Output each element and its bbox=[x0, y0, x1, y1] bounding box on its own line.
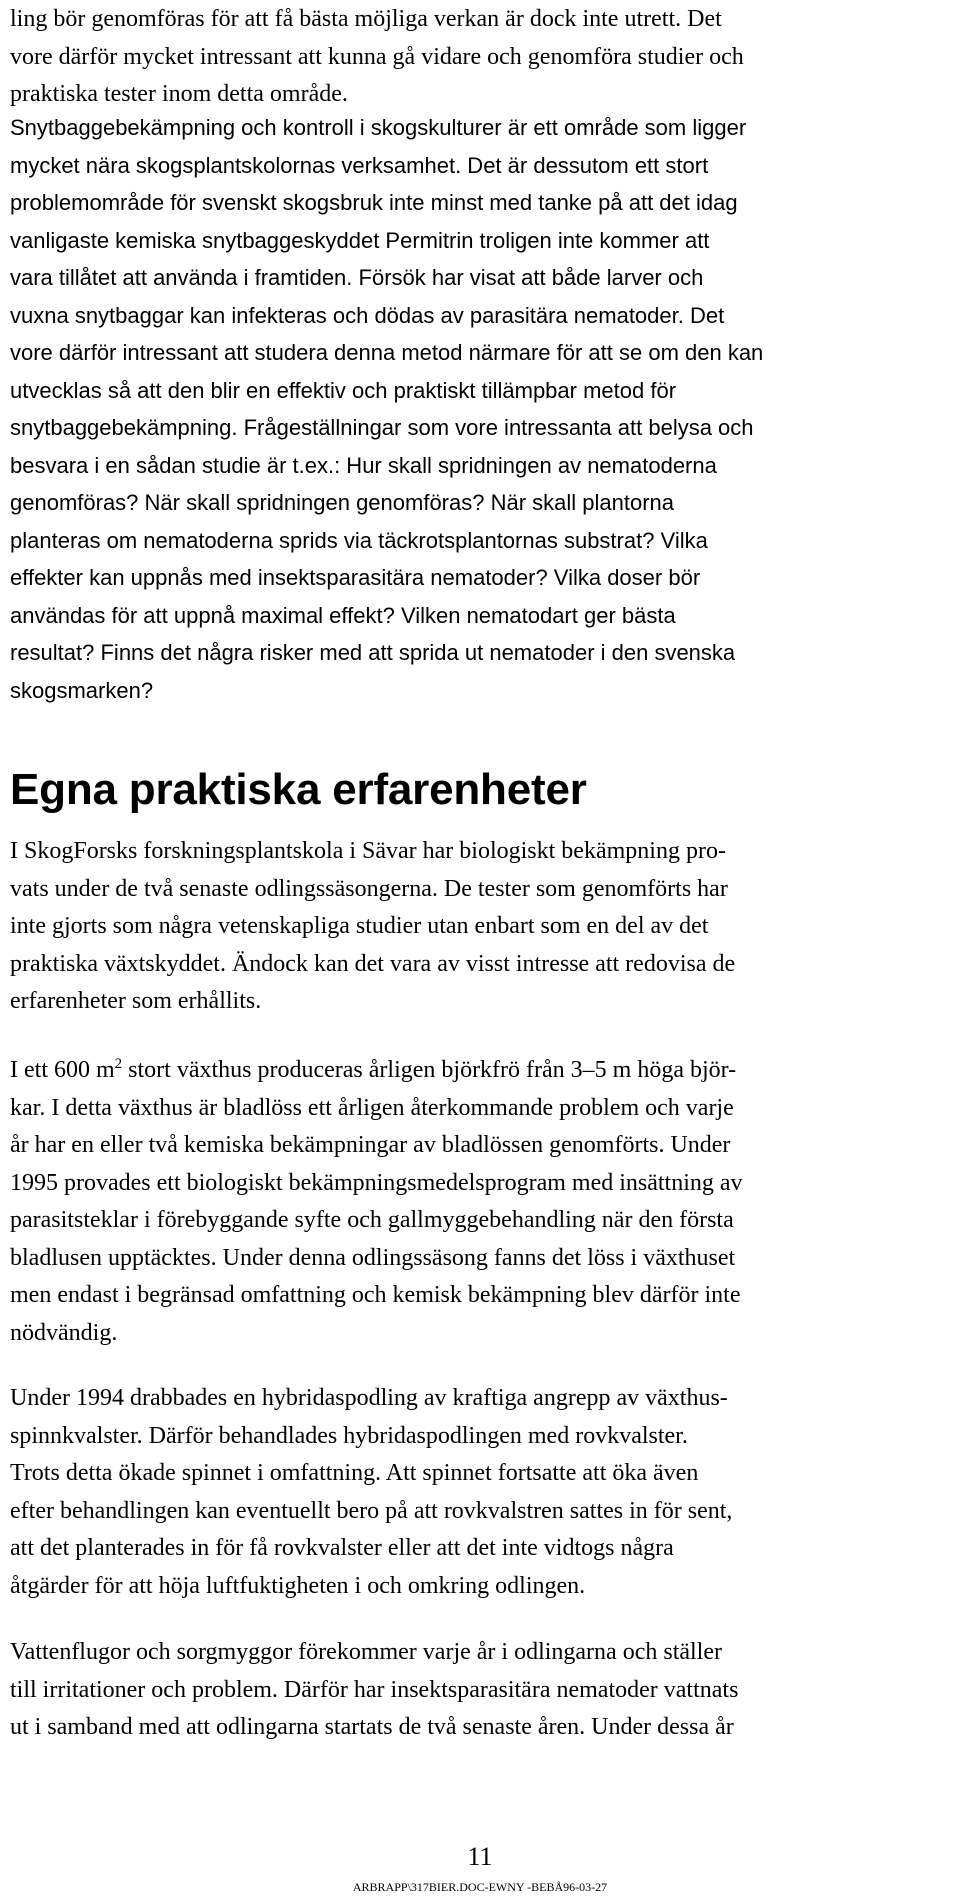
paragraph-line: problemområde för svenskt skogsbruk inte minst med tanke på att det idag bbox=[10, 190, 738, 215]
document-code: ARBRAPP\317BIER.DOC-EWNY -BEBÅ96-03-27 bbox=[352, 1880, 608, 1894]
paragraph-line: inte gjorts som några vetenskapliga studier utan enbart som en del av det bbox=[10, 913, 709, 939]
paragraph-line: praktiska tester inom detta område. bbox=[10, 81, 348, 107]
paragraph-line: praktiska växtskyddet. Ändock kan det vara av visst intresse att redovisa de bbox=[10, 950, 736, 977]
section-heading: Egna praktiska erfarenheter bbox=[10, 765, 587, 814]
paragraph-line: mycket nära skogsplantskolornas verksamhet. Det är dessutom ett stort bbox=[10, 152, 709, 178]
paragraph-line: efter behandlingen kan eventuellt bero på att rovkvalstren sattes in för sent, bbox=[10, 1497, 733, 1524]
paragraph-line: användas för att uppnå maximal effekt? Vilken nematodart ger bästa bbox=[10, 602, 676, 628]
paragraph-line: I SkogForsks forskningsplantskola i Sävar har biologiskt bekämpning pro- bbox=[10, 838, 726, 864]
paragraph-line: erfarenheter som erhållits. bbox=[10, 988, 262, 1014]
vaxthus-paragraph bbox=[10, 1052, 743, 1352]
paragraph-line: ut i samband med att odlingarna startats de två senaste åren. Under dessa år bbox=[10, 1714, 734, 1740]
paragraph-line: resultat? Finns det några risker med att sprida ut nematoder i den svenska bbox=[10, 640, 736, 665]
paragraph-line-with-superscript bbox=[10, 1052, 743, 1090]
paragraph-line: Trots detta ökade spinnet i omfattning. Att spinnet fortsatte att öka även bbox=[10, 1460, 699, 1486]
paragraph-line: genomföras? När skall spridningen genomföras? När skall plantorna bbox=[10, 490, 675, 515]
paragraph-line: kar. I detta växthus är bladlöss ett årligen återkommande problem och varje bbox=[10, 1094, 734, 1121]
paragraph-line: men endast i begränsad omfattning och kemisk bekämpning blev därför inte bbox=[10, 1282, 741, 1308]
paragraph-line: vats under de två senaste odlingssäsongerna. De tester som genomförts har bbox=[10, 875, 728, 902]
paragraph-line: vanligaste kemiska snytbaggeskyddet Permitrin troligen inte kommer att bbox=[10, 227, 710, 253]
paragraph-line: nödvändig. bbox=[10, 1319, 118, 1346]
paragraph-line: planteras om nematoderna sprids via täckrotsplantornas substrat? Vilka bbox=[10, 527, 708, 553]
paragraph-line: vore därför mycket intressant att kunna gå vidare och genomföra studier och bbox=[10, 43, 744, 70]
paragraph-line: Vattenflugor och sorgmyggor förekommer varje år i odlingarna och ställer bbox=[10, 1639, 722, 1665]
line-text: I ett 600 m bbox=[10, 1057, 115, 1083]
paragraph-line: år har en eller två kemiska bekämpningar av bladlössen genomförts. Under bbox=[10, 1132, 731, 1158]
paragraph-line: besvara i en sådan studie är t.ex.: Hur skall spridningen av nematoderna bbox=[10, 452, 717, 478]
line-text: stort växthus produceras årligen björkfrö från 3–5 m höga björ- bbox=[122, 1057, 737, 1083]
paragraph-line: snytbaggebekämpning. Frågeställningar som vore intressanta att belysa och bbox=[10, 415, 754, 440]
paragraph-line: utvecklas så att den blir en effektiv och praktiskt tillämpbar metod för bbox=[10, 377, 677, 403]
snytbagge-paragraph bbox=[10, 109, 763, 709]
paragraph-line: bladlusen upptäcktes. Under denna odlingssäsong fanns det löss i växthuset bbox=[10, 1244, 736, 1271]
paragraph-line: parasitsteklar i förebyggande syfte och gallmyggebehandling när den första bbox=[10, 1207, 734, 1233]
paragraph-line: vuxna snytbaggar kan infekteras och dödas av parasitära nematoder. Det bbox=[10, 302, 725, 328]
spinnkvalster-paragraph bbox=[10, 1380, 732, 1605]
paragraph-line: Snytbaggebekämpning och kontroll i skogskulturer är ett område som ligger bbox=[10, 115, 747, 140]
paragraph-line: spinnkvalster. Därför behandlades hybridaspodlingen med rovkvalster. bbox=[10, 1422, 688, 1449]
superscript: 2 bbox=[114, 1056, 123, 1072]
intro-paragraph bbox=[10, 1, 744, 114]
skogforsk-paragraph bbox=[10, 833, 735, 1021]
paragraph-line: ling bör genomföras för att få bästa möjliga verkan är dock inte utrett. Det bbox=[10, 6, 722, 32]
vattenflugor-paragraph bbox=[10, 1634, 738, 1747]
document-page bbox=[10, 0, 950, 1900]
paragraph-line: 1995 provades ett biologiskt bekämpningsmedelsprogram med insättning av bbox=[10, 1169, 743, 1196]
paragraph-line: skogsmarken? bbox=[10, 677, 154, 703]
paragraph-line: vore därför intressant att studera denna metod närmare för att se om den kan bbox=[10, 340, 764, 365]
paragraph-line: att det planterades in för få rovkvalster eller att det inte vidtogs några bbox=[10, 1535, 674, 1561]
page-number: 11 bbox=[467, 1842, 493, 1871]
paragraph-line: Under 1994 drabbades en hybridaspodling av kraftiga angrepp av växthus- bbox=[10, 1385, 728, 1411]
paragraph-line: till irritationer och problem. Därför har insektsparasitära nematoder vattnats bbox=[10, 1676, 739, 1703]
paragraph-line: effekter kan uppnås med insektsparasitära nematoder? Vilka doser bör bbox=[10, 565, 701, 590]
paragraph-line: vara tillåtet att använda i framtiden. Försök har visat att både larver och bbox=[10, 265, 704, 290]
paragraph-line: åtgärder för att höja luftfuktigheten i och omkring odlingen. bbox=[10, 1572, 586, 1599]
